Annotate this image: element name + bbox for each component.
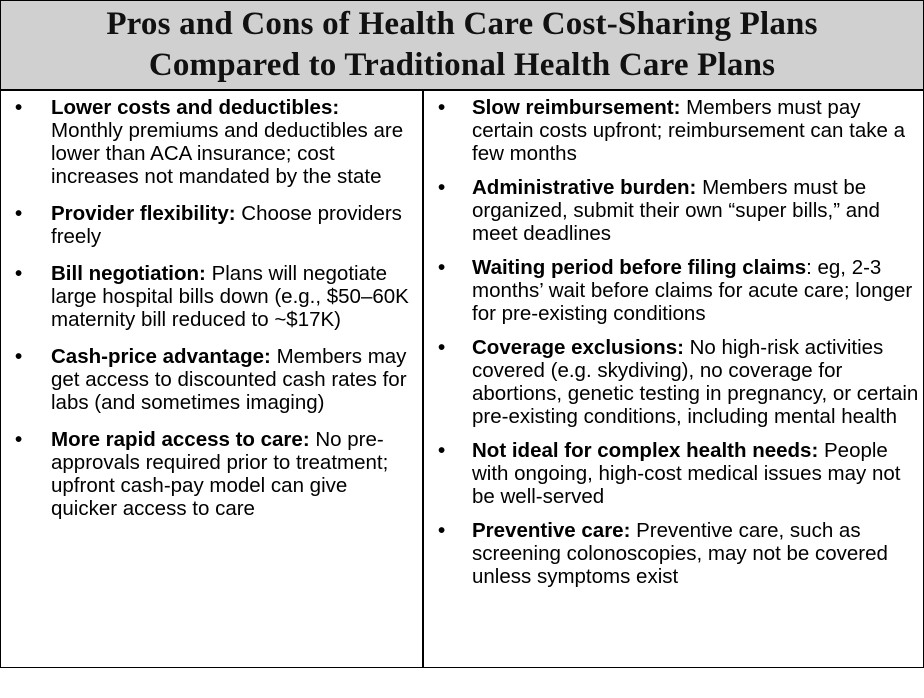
list-item <box>1 262 422 331</box>
bullet-icon: • <box>438 256 446 279</box>
item-text: Members may get access to discounted cash rates for labs (and sometimes imaging) <box>51 345 407 414</box>
bullet-icon: • <box>438 176 446 199</box>
item-term: Coverage exclusions: <box>472 336 684 359</box>
bullet-icon: • <box>15 345 23 368</box>
cons-list <box>424 91 923 588</box>
pros-column <box>1 91 424 667</box>
item-text: Members must pay certain costs upfront; reimbursement can take a few months <box>472 96 905 165</box>
list-item <box>424 256 923 325</box>
item-text: People with ongoing, high-cost medical issues may not be well-served <box>472 439 901 508</box>
item-text: Monthly premiums and deductibles are lower than ACA insurance; cost increases not mandated by the state <box>51 119 404 188</box>
bullet-icon: • <box>438 96 446 119</box>
list-item <box>424 439 923 508</box>
bullet-icon: • <box>438 519 446 542</box>
table-body <box>1 91 923 667</box>
item-term: Provider flexibility: <box>51 202 236 225</box>
item-text: Members must be organized, submit their own “super bills,” and meet deadlines <box>472 176 880 245</box>
table-title <box>1 1 923 91</box>
item-term: Cash-price advantage: <box>51 345 271 368</box>
item-term: Bill negotiation: <box>51 262 206 285</box>
item-text: : eg, 2-3 months’ wait before claims for acute care; longer for pre-existing conditions <box>472 256 913 325</box>
list-item <box>1 202 422 248</box>
item-text: Preventive care, such as screening colonoscopies, may not be covered unless symptoms exist <box>472 519 888 588</box>
item-text: No high-risk activities covered (e.g. skydiving), no coverage for abortions, genetic testing in pregnancy, or certain pre-existing conditions, including mental health <box>472 336 919 428</box>
item-text: No pre-approvals required prior to treatment; upfront cash-pay model can give quicker access to care <box>51 428 389 520</box>
list-item <box>424 176 923 245</box>
item-text: Choose providers freely <box>51 202 402 248</box>
item-term: Not ideal for complex health needs: <box>472 439 819 462</box>
list-item <box>1 345 422 414</box>
pros-list <box>1 91 422 520</box>
item-term: Waiting period before filing claims <box>472 256 807 279</box>
list-item <box>424 519 923 588</box>
bullet-icon: • <box>15 202 23 225</box>
bullet-icon: • <box>15 96 23 119</box>
item-text: Plans will negotiate large hospital bills down (e.g., $50–60K maternity bill reduced to ~$17K) <box>51 262 409 331</box>
bullet-icon: • <box>15 428 23 451</box>
item-term: Administrative burden: <box>472 176 697 199</box>
bullet-icon: • <box>438 439 446 462</box>
cons-column <box>424 91 923 667</box>
bullet-icon: • <box>438 336 446 359</box>
item-term: More rapid access to care: <box>51 428 310 451</box>
title-line-1: Pros and Cons of Health Care Cost-Sharing Plans <box>106 6 818 42</box>
list-item <box>424 96 923 165</box>
list-item <box>1 428 422 520</box>
title-line-2: Compared to Traditional Health Care Plans <box>148 47 776 83</box>
item-term: Slow reimbursement: <box>472 96 681 119</box>
item-term: Lower costs and deductibles: <box>51 96 340 119</box>
item-term: Preventive care: <box>472 519 631 542</box>
list-item <box>424 336 923 428</box>
bullet-icon: • <box>15 262 23 285</box>
list-item <box>1 96 422 188</box>
